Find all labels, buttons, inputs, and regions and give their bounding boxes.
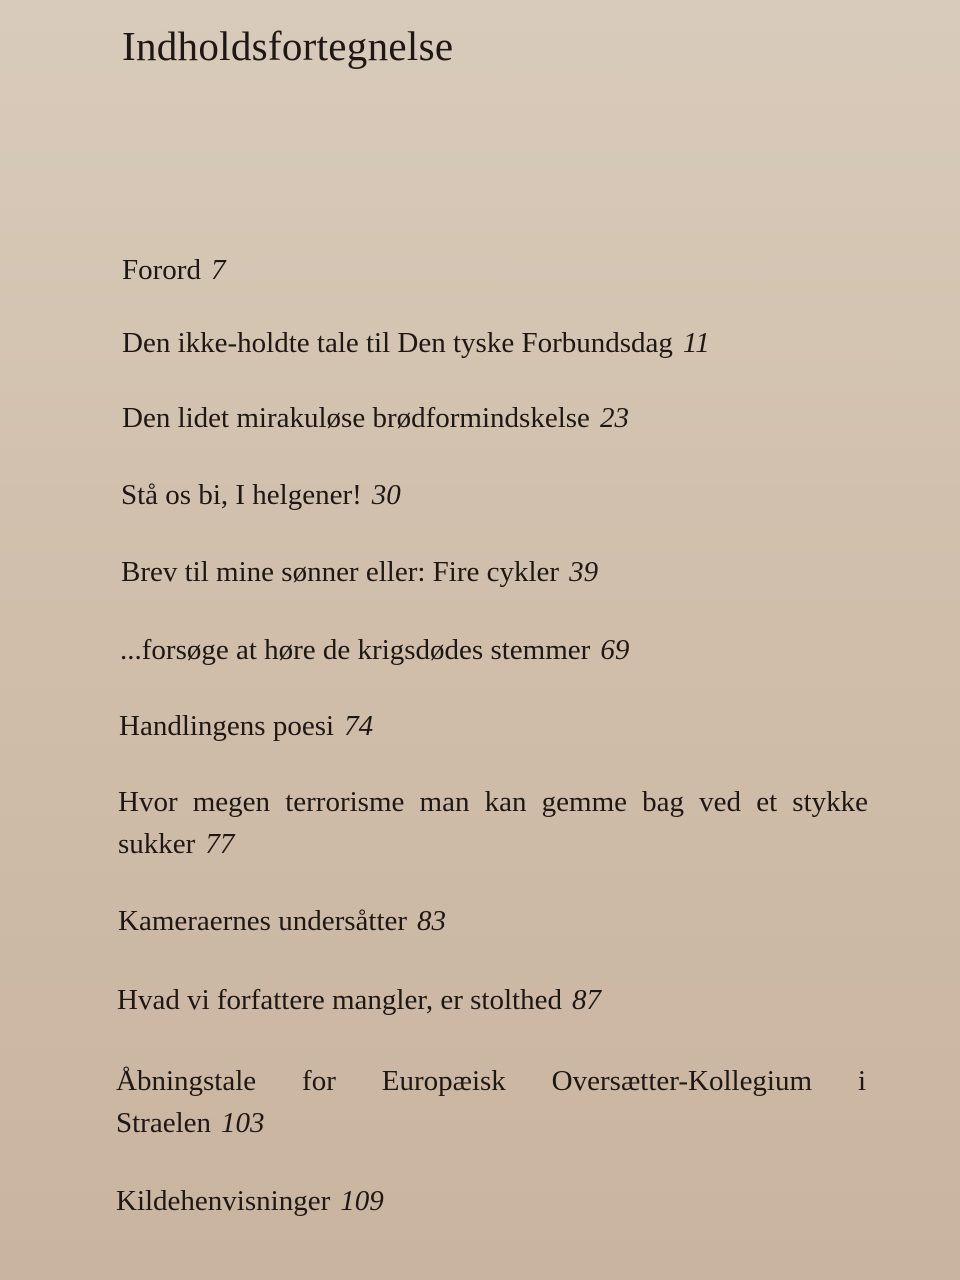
- toc-entry: [118, 781, 868, 865]
- entry-title: Stå os bi, I helgener!: [121, 479, 362, 511]
- entry-page: 74: [344, 710, 374, 742]
- toc-entry: [122, 249, 872, 291]
- entry-title: Kameraernes undersåtter: [118, 905, 408, 937]
- entry-page: 7: [210, 254, 226, 286]
- toc-entry: [120, 629, 870, 671]
- entry-page: 103: [221, 1107, 265, 1139]
- toc-entry: [122, 397, 872, 439]
- toc-entry: [118, 900, 868, 942]
- entry-page: 77: [205, 828, 235, 860]
- entry-page: 39: [569, 556, 599, 588]
- entry-title: Handlingens poesi: [119, 710, 335, 742]
- entry-page: 23: [599, 402, 629, 434]
- entry-page: 83: [417, 905, 447, 937]
- entry-title: Den lidet mirakuløse brødformindskelse: [122, 402, 590, 434]
- entry-title: ...forsøge at høre de krigsdødes stemmer: [120, 634, 591, 666]
- toc-entry: [121, 474, 871, 516]
- toc-entry: [119, 705, 869, 747]
- entry-title: Kildehenvisninger: [116, 1185, 331, 1217]
- entry-page: 69: [600, 634, 630, 666]
- entry-page: 109: [340, 1185, 384, 1217]
- toc-entry: [116, 1060, 866, 1144]
- toc-entry: [122, 322, 872, 364]
- entry-title: Åbningstale for Europæisk Oversætter-Kollegium i Straelen: [116, 1065, 866, 1139]
- toc-entry: [121, 551, 871, 593]
- entry-page: 11: [682, 327, 710, 359]
- entry-title: Brev til mine sønner eller: Fire cykler: [121, 556, 560, 588]
- entry-title: Hvad vi forfattere mangler, er stolthed: [117, 984, 562, 1016]
- entry-title: Hvor megen terrorisme man kan gemme bag ved et stykke sukker: [118, 786, 868, 860]
- toc-entry: [117, 979, 867, 1021]
- toc-entry: [116, 1180, 866, 1222]
- entry-title: Forord: [122, 254, 201, 286]
- entry-title: Den ikke-holdte tale til Den tyske Forbundsdag: [122, 327, 673, 359]
- entry-page: 30: [371, 479, 401, 511]
- page-title: Indholdsfortegnelse: [122, 23, 454, 69]
- entry-page: 87: [571, 984, 601, 1016]
